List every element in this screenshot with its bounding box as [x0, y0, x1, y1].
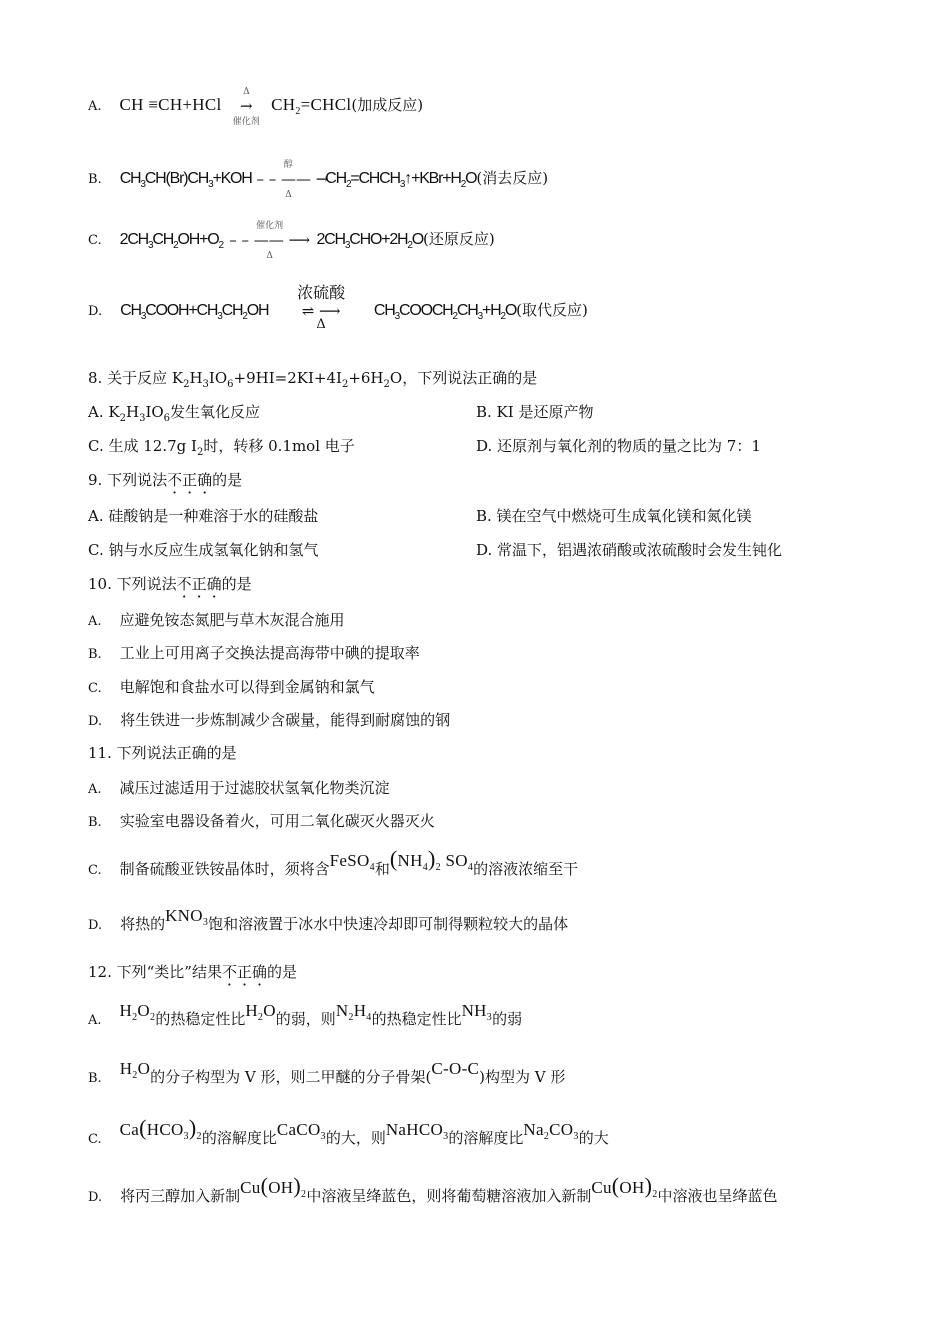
- reaction-arrow: 醇 – – —— → Δ: [256, 160, 329, 200]
- equation-lhs: $CH_3CH(Br)CH_3+KOH$: [119, 170, 252, 190]
- q11-stem: 11. 下列说法正确的是: [88, 744, 237, 762]
- q9-option-c: C. 钠与水反应生成氢氧化钠和氢气: [88, 541, 319, 559]
- reaction-type: (还原反应): [423, 230, 495, 248]
- q10-stem: 10. 下列说法不正确的是: [88, 575, 252, 593]
- reaction-type: (加成反应): [351, 96, 424, 114]
- q8-option-a: A. $K_2H_3IO_6$发生氧化反应: [88, 403, 261, 424]
- q8-option-c: C. 生成 12.7g $I_2$时，转移 0.1mol 电子: [88, 437, 355, 458]
- q12-option-b: $B.H_2O$的分子构型为 V 形，则二甲醚的分子骨架(C-O-C)构型为 V 形: [88, 1059, 566, 1086]
- q9-option-d: D. 常温下，铝遇浓硝酸或浓硫酸时会发生钝化: [476, 541, 783, 559]
- option-label: D.: [88, 304, 103, 319]
- q9-option-b: B. 镁在空气中燃烧可生成氧化镁和氮化镁: [476, 507, 752, 525]
- q8-stem: 8. 关于反应 $K_2H_3IO_6+9HI=2KI+4I_2+6H_2O$，下列说法正确的是: [88, 369, 538, 390]
- option-label: B.: [88, 172, 102, 187]
- q12-option-c: $C.Ca(HCO_3)_2$的溶解度比CaCO$_3$的大，则NaHCO$_3$的溶解度比$Na_2CO_3$的大: [88, 1115, 609, 1147]
- q11-option-d: D. 将热的$KNO_3$饱和溶液置于冰水中快速冷却即可制得颗粒较大的晶体: [88, 906, 569, 933]
- equation-lhs: $CH_3COOH+CH_3CH_2OH$: [120, 302, 269, 322]
- reaction-arrow: 浓硫酸 ⇌ ⟶ Δ: [297, 283, 346, 332]
- reaction-type: (消去反应): [476, 169, 549, 187]
- q9-option-a: A. 硅酸钠是一种难溶于水的硅酸盐: [88, 507, 319, 525]
- q12-option-d: D. 将丙三醇加入新制$Cu(OH)_2$中溶液呈绛蓝色，则将葡萄糖溶液加入新制$Cu(OH)_2$中溶液也呈绛蓝色: [88, 1173, 778, 1205]
- q10-option-d: D. 将生铁进一步炼制减少含碳量，能得到耐腐蚀的钢: [88, 711, 451, 729]
- q8-option-d: D. 还原剂与氧化剂的物质的量之比为 7：1: [476, 437, 761, 455]
- option-label: A.: [88, 99, 102, 114]
- q7-option-b: [88, 160, 549, 200]
- q7-option-c: [88, 221, 495, 261]
- equation-rhs: $CH_2=CHCH_3↑+KBr+H_2O$: [325, 170, 477, 190]
- q9-stem: 9. 下列说法不正确的是: [88, 471, 243, 489]
- q10-option-b: B. 工业上可用离子交换法提高海带中碘的提取率: [88, 644, 420, 662]
- q7-option-a: [88, 87, 424, 127]
- reaction-arrow: 催化剂 – – —— ⟶ Δ: [229, 221, 311, 261]
- equation-lhs: CH ≡CH+HCl: [119, 95, 222, 114]
- option-label: C.: [88, 233, 102, 248]
- q10-option-a: A. 应避免铵态氮肥与草木灰混合施用: [88, 611, 345, 629]
- equation-rhs: $2CH_3CHO+2H_2O$: [316, 231, 424, 251]
- reaction-type: (取代反应): [516, 301, 588, 319]
- q8-option-b: B. KI 是还原产物: [476, 403, 594, 421]
- equation-lhs: $2CH_3CH_2OH+O_2$: [119, 231, 223, 251]
- reaction-arrow: Δ → 催化剂: [232, 87, 260, 127]
- q10-option-c: C. 电解饱和食盐水可以得到金属钠和氯气: [88, 678, 375, 696]
- q11-option-c: C. 制备硫酸亚铁铵晶体时，须将含FeSO$_4$和$(NH_4)_2$ $SO_4$的溶液浓缩至干: [88, 846, 579, 878]
- q11-option-b: B. 实验室电器设备着火，可用二氧化碳灭火器灭火: [88, 812, 435, 830]
- q7-option-d: [88, 283, 588, 332]
- q12-stem: 12. 下列“类比”结果不正确的是: [88, 963, 298, 981]
- equation-rhs: $CH_3COOCH_2CH_3+H_2O$: [373, 302, 517, 322]
- q11-option-a: A. 减压过滤适用于过滤胶状氢氧化物类沉淀: [88, 779, 390, 797]
- equation-rhs: $CH_2=CHCl$: [271, 95, 352, 117]
- q12-option-a: $A.H_2O_2$的热稳定性比$H_2O$的弱，则$N_2H_4$的热稳定性比$NH_3$的弱: [88, 1001, 523, 1028]
